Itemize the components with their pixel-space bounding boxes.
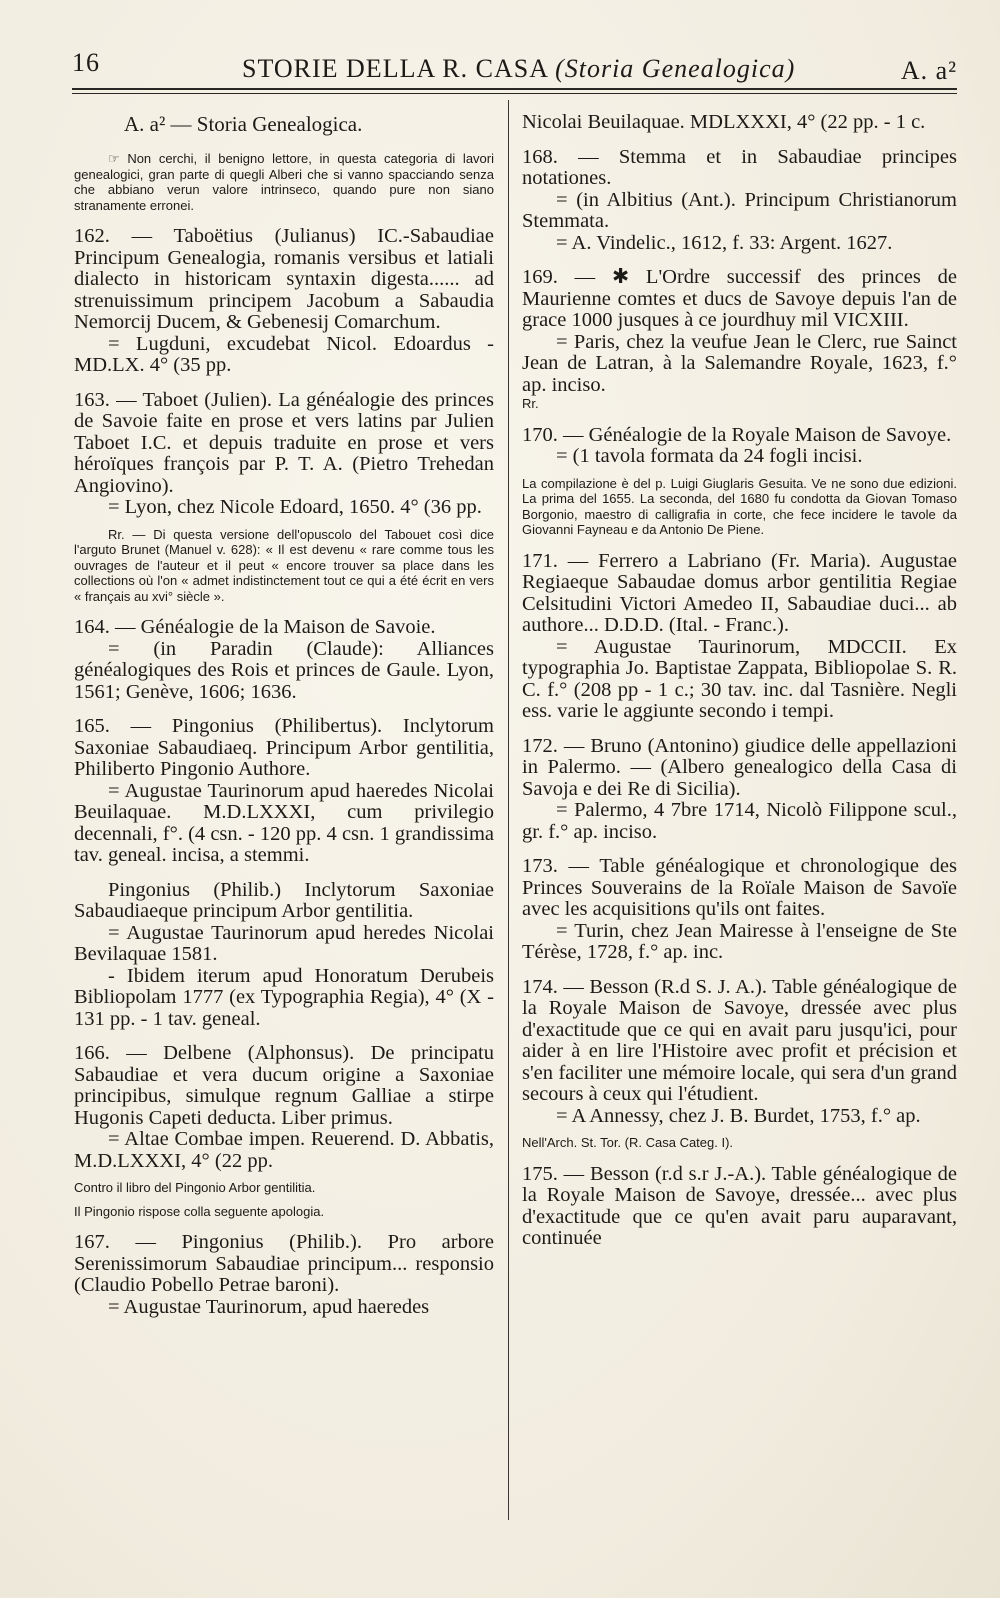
running-subtitle: (Storia Genealogica) — [555, 54, 796, 83]
entry-165: 165. — Pingonius (Philibertus). Inclytorum Saxoniae Sabaudiaeq. Principum Arbor gentilitia, Philiberto Pingonio Authore. — [74, 715, 494, 780]
section-title: A. a² — Storia Genealogica. — [124, 112, 363, 136]
entry-174-imprint: = A Annessy, chez J. B. Burdet, 1753, f.° ap. — [556, 1104, 921, 1127]
page-number: 16 — [72, 48, 100, 77]
running-header — [72, 46, 957, 86]
entry-168: 168. — Stemma et in Sabaudiae principes notationes. — [522, 145, 957, 189]
entry-170-note: La compilazione è del p. Luigi Giuglaris Gesuita. Ve ne sono due edizioni. La prima del 1655. La seconda, del 1680 fu condotta da Giovan Tomaso Borgonio, maestro di calligrafia in corte, che fece incidere le tavole da Giovanni Fayneau e da Antonio De Piene. — [522, 475, 957, 537]
entry-164: 164. — Généalogie de la Maison de Savoie. — [74, 616, 436, 638]
entry-174: 174. — Besson (R.d S. J. A.). Table généalogique de la Royale Maison de Savoye, dressée avec plus d'exactitude que ce qui en avait paru jusqu'ici, pour aider à en lire l'Histoire avec profit et précision et s'en faciliter une mémoire locale, qui sera d'un grand secours à ceux qui l'étudient. — [522, 975, 957, 1105]
entry-171-imprint: = Augustae Taurinorum, MDCCII. Ex typographia Jo. Baptistae Zappata, Bibliopolae S. R. C. f.° (208 pp - 1 c.; 30 tav. inc. dal Tasnière. Negli ess. varie le aggiunte secondo i tempi. — [522, 635, 957, 722]
entry-167-continued: Nicolai Beuilaquae. MDLXXXI, 4° (22 pp. - 1 c. — [522, 111, 926, 133]
entry-166-note-2: Il Pingonio rispose colla seguente apologia. — [74, 1203, 325, 1219]
entry-163: 163. — Taboet (Julien). La généalogie des princes de Savoie faite en prose et vers latins par Julien Taboet I.C. et depuis traduite en prose et vers héroïques françois par P. T. A. (Pietro Trehedan Angiovino). — [74, 388, 494, 497]
entry-171: 171. — Ferrero a Labriano (Fr. Maria). Augustae Regiaeque Sabaudae domus arbor gentilitia Regiae Celsitudini Victori Amedeo II, Sabaudiae duci... ab authore... D.D.D. (Ital. - Franc.). — [522, 549, 957, 636]
entry-174-note: Nell'Arch. St. Tor. (R. Casa Categ. I). — [522, 1135, 734, 1150]
entry-165-imprint: = Augustae Taurinorum apud haeredes Nicolai Beuilaquae. M.D.LXXXI, cum privilegio decennali, f°. (4 csn. - 120 pp. 4 csn. 1 grandissima tav. geneal. incisa, a stemmi. — [74, 779, 494, 866]
entry-170-imprint: = (1 tavola formata da 24 fogli incisi. — [556, 445, 863, 467]
intro-note: ☞ Non cerchi, il benigno lettore, in questa categoria di lavori genealogici, gran parte di quegli Alberi che si vanno spacciando senza che abbiano verun valore intrinseco, quando pure non siano stranamente erronei. — [74, 151, 494, 213]
running-title: STORIE DELLA R. CASA (Storia Genealogica) — [242, 54, 796, 83]
header-rule — [72, 88, 957, 90]
entry-169: 169. — ✱ L'Ordre successif des princes de Maurienne comtes et ducs de Savoye depuis l'an de grace 1000 jusques à ce jourdhuy mil VICXIII. — [522, 266, 957, 331]
entry-170: 170. — Généalogie de la Royale Maison de Savoye. — [522, 423, 952, 446]
left-column — [74, 112, 494, 1318]
entry-166-note-1: Contro il libro del Pingonio Arbor gentilitia. — [74, 1180, 316, 1195]
entry-175: 175. — Besson (r.d s.r J.-A.). Table généalogique de la Royale Maison de Savoye, dressée... avec plus d'exactitude que ce qu'en avait paru auparavant, continuée — [522, 1162, 957, 1249]
section-marker: A. a² — [900, 56, 957, 85]
entry-162: 162. — Taboëtius (Julianus) IC.-Sabaudiae Principum Genealogia, romanis versibus et latiali dialecto in historicam syntaxin digesta...... ad strenuissimum principem Jacobum a Sabaudia Nemorcij Ducem, & Gebenesij Comarchum. — [74, 225, 494, 333]
entry-165-reprint: - Ibidem iterum apud Honoratum Derubeis Bibliopolam 1777 (ex Typographia Regia), 4° (X - 131 pp. - 1 tav. geneal. — [74, 964, 494, 1030]
entry-166: 166. — Delbene (Alphonsus). De principatu Sabaudiae et vera ducum origine a Saxoniae principibus, simulque regnum Galliae a stirpe Hugonis Capeti deducta. Liber primus. — [74, 1042, 494, 1129]
entry-163-imprint: = Lyon, chez Nicole Edoard, 1650. 4° (36 pp. — [108, 496, 482, 518]
entry-173: 173. — Table généalogique et chronologique des Princes Souverains de la Roïale Maison de Savoïe avec les acquisitions qu'ils ont faites. — [522, 855, 957, 920]
entry-162-imprint: = Lugduni, excudebat Nicol. Edoardus - MD.LX. 4° (35 pp. — [74, 332, 494, 376]
entry-163-note: Rr. — Di questa versione dell'opuscolo del Tabouet così dice l'arguto Brunet (Manuel v. 628): « Il est devenu « rare comme tous les ouvrages de l'auteur et il peut « encore trouver sa place dans les collections où l'on « admet indistinctement tout ce qui a été écrit en vers « français au xvi° siècle ». — [74, 526, 494, 604]
entry-172-imprint: = Palermo, 4 7bre 1714, Nicolò Filippone scul., gr. f.° ap. inciso. — [522, 799, 957, 843]
entry-173-imprint: = Turin, chez Jean Mairesse à l'enseigne de Ste Térèse, 1728, f.° ap. inc. — [522, 919, 957, 963]
entry-168-source: = (in Albitius (Ant.). Principum Christianorum Stemmata. — [522, 188, 957, 232]
entry-169-imprint: = Paris, chez la veufue Jean le Clerc, rue Sainct Jean de Latran, à la Salemandre Royale, 1623, f.° ap. inciso. — [522, 330, 957, 396]
entry-168-imprint: = A. Vindelic., 1612, f. 33: Argent. 1627. — [556, 231, 893, 254]
entry-169-rarity: Rr. — [522, 396, 539, 411]
entry-164-imprint: = (in Paradin (Claude): Alliances généalogiques des Rois et princes de Gaule. Lyon, 1561; Genève, 1606; 1636. — [74, 637, 494, 703]
entry-165-variant-imprint: = Augustae Taurinorum apud heredes Nicolai Bevilaquae 1581. — [74, 921, 494, 965]
column-divider — [508, 100, 509, 1520]
right-column — [522, 112, 957, 1250]
header-rule-thin — [72, 93, 957, 94]
entry-166-imprint: = Altae Combae impen. Reuerend. D. Abbatis, M.D.LXXXI, 4° (22 pp. — [74, 1128, 494, 1172]
entry-165-variant: Pingonius (Philib.) Inclytorum Saxoniae Sabaudiaeque principum Arbor gentilitia. — [74, 878, 494, 922]
entry-167-imprint: = Augustae Taurinorum, apud haeredes — [108, 1295, 430, 1318]
entry-172: 172. — Bruno (Antonino) giudice delle appellazioni in Palermo. — (Albero genealogico della Casa di Savoja e dei Re di Sicilia). — [522, 734, 957, 800]
entry-167: 167. — Pingonius (Philib.). Pro arbore Serenissimorum Sabaudiae principum... responsio (Claudio Pobello Petrae baroni). — [74, 1231, 494, 1296]
